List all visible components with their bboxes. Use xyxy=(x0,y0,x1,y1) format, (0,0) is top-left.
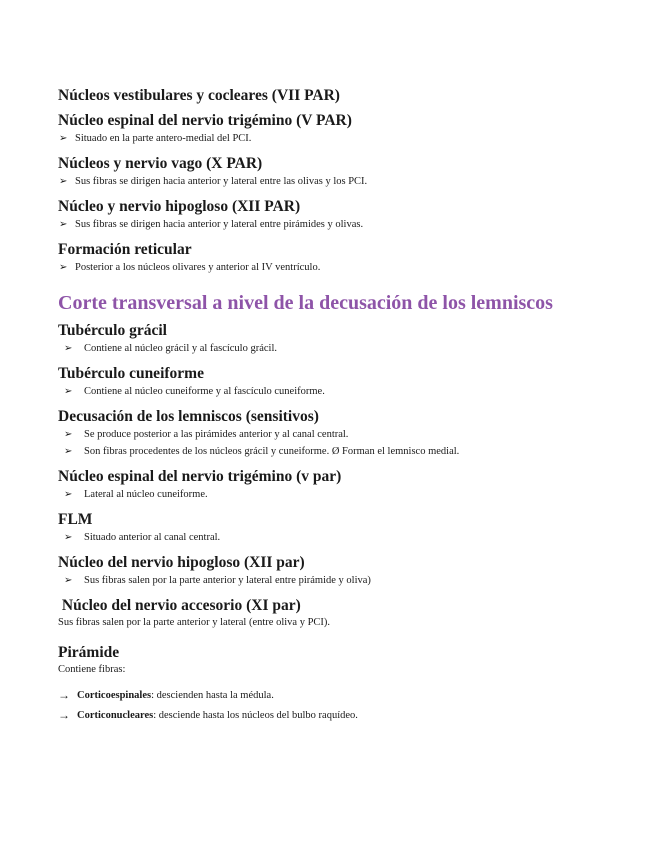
bullet-arrowhead-icon: ➢ xyxy=(64,489,73,500)
part1-block xyxy=(58,86,628,276)
heading-hipogloso-2: Núcleo del nervio hipogloso (XII par) xyxy=(58,554,305,571)
heading-flm: FLM xyxy=(58,511,93,528)
bullet-list xyxy=(58,130,628,147)
bullet-arrowhead-icon: ➢ xyxy=(64,343,73,354)
list-item: ➢ Situado en la parte antero-medial del PCI. xyxy=(58,130,628,147)
heading-gracil: Tubérculo grácil xyxy=(58,322,167,339)
heading-reticular: Formación reticular xyxy=(58,241,192,258)
heading-vestibulares: Núcleos vestibulares y cocleares (VII PAR) xyxy=(58,87,340,104)
list-item: ➢ Contiene al núcleo grácil y al fascículo grácil. xyxy=(58,340,628,357)
list-item: ➢ Situado anterior al canal central. xyxy=(58,529,628,546)
heading-trigemino-2: Núcleo espinal del nervio trigémino (v par) xyxy=(58,468,342,485)
right-arrow-icon: → xyxy=(58,708,70,722)
list-item: ➢ Posterior a los núcleos olivares y anterior al IV ventrículo. xyxy=(58,259,628,276)
heading-piramide: Pirámide xyxy=(58,644,120,661)
list-item: ➢ Sus fibras se dirigen hacia anterior y lateral entre pirámides y olivas. xyxy=(58,216,628,233)
bullet-arrowhead-icon: ➢ xyxy=(59,133,68,144)
list-item: → Corticoespinales: descienden hasta la médula. xyxy=(58,688,274,702)
bullet-arrowhead-icon: ➢ xyxy=(64,575,73,586)
heading-trigemino-1: Núcleo espinal del nervio trigémino (V PAR) xyxy=(58,112,352,129)
bullet-list xyxy=(58,259,628,276)
bullet-list xyxy=(58,340,628,357)
bullet-list xyxy=(58,216,628,233)
accesorio-text: Sus fibras salen por la parte anterior y lateral (entre oliva y PCI). xyxy=(58,617,331,628)
part2-block xyxy=(58,321,628,724)
bullet-list xyxy=(58,426,628,460)
bullet-arrowhead-icon: ➢ xyxy=(64,446,73,457)
list-item: → Corticonucleares: desciende hasta los núcleos del bulbo raquídeo. xyxy=(58,708,358,722)
bullet-list xyxy=(58,572,628,589)
list-item: ➢ Son fibras procedentes de los núcleos grácil y cuneiforme. Ø Forman el lemnisco medial. xyxy=(58,443,628,460)
bullet-arrowhead-icon: ➢ xyxy=(64,429,73,440)
bullet-arrowhead-icon: ➢ xyxy=(59,176,68,187)
term: Corticonucleares xyxy=(77,710,154,721)
arrow-list xyxy=(58,687,628,724)
bullet-arrowhead-icon: ➢ xyxy=(64,532,73,543)
heading-vago: Núcleos y nervio vago (X PAR) xyxy=(58,155,263,172)
bullet-arrowhead-icon: ➢ xyxy=(59,219,68,230)
right-arrow-icon: → xyxy=(58,688,70,702)
bullet-list xyxy=(58,486,628,503)
list-item: ➢ Contiene al núcleo cuneiforme y al fascículo cuneiforme. xyxy=(58,383,628,400)
bullet-arrowhead-icon: ➢ xyxy=(59,262,68,273)
heading-cuneiforme: Tubérculo cuneiforme xyxy=(58,365,204,382)
piramide-intro: Contiene fibras: xyxy=(58,664,126,675)
heading-accesorio: Núcleo del nervio accesorio (XI par) xyxy=(58,597,301,614)
list-item: ➢ Lateral al núcleo cuneiforme. xyxy=(58,486,628,503)
list-item: ➢ Sus fibras se dirigen hacia anterior y lateral entre las olivas y los PCI. xyxy=(58,173,628,190)
bullet-list xyxy=(58,529,628,546)
heading-hipogloso-1: Núcleo y nervio hipogloso (XII PAR) xyxy=(58,198,301,215)
document-page xyxy=(58,86,628,724)
heading-decusacion: Decusación de los lemniscos (sensitivos) xyxy=(58,408,319,425)
term: Corticoespinales xyxy=(77,690,152,701)
bullet-list xyxy=(58,383,628,400)
bullet-list xyxy=(58,173,628,190)
list-item: ➢ Sus fibras salen por la parte anterior y lateral entre pirámide y oliva) xyxy=(58,572,628,589)
list-item: ➢ Se produce posterior a las pirámides anterior y al canal central. xyxy=(58,426,628,443)
bullet-arrowhead-icon: ➢ xyxy=(64,386,73,397)
section-title: Corte transversal a nivel de la decusación de los lemniscos xyxy=(58,292,553,314)
